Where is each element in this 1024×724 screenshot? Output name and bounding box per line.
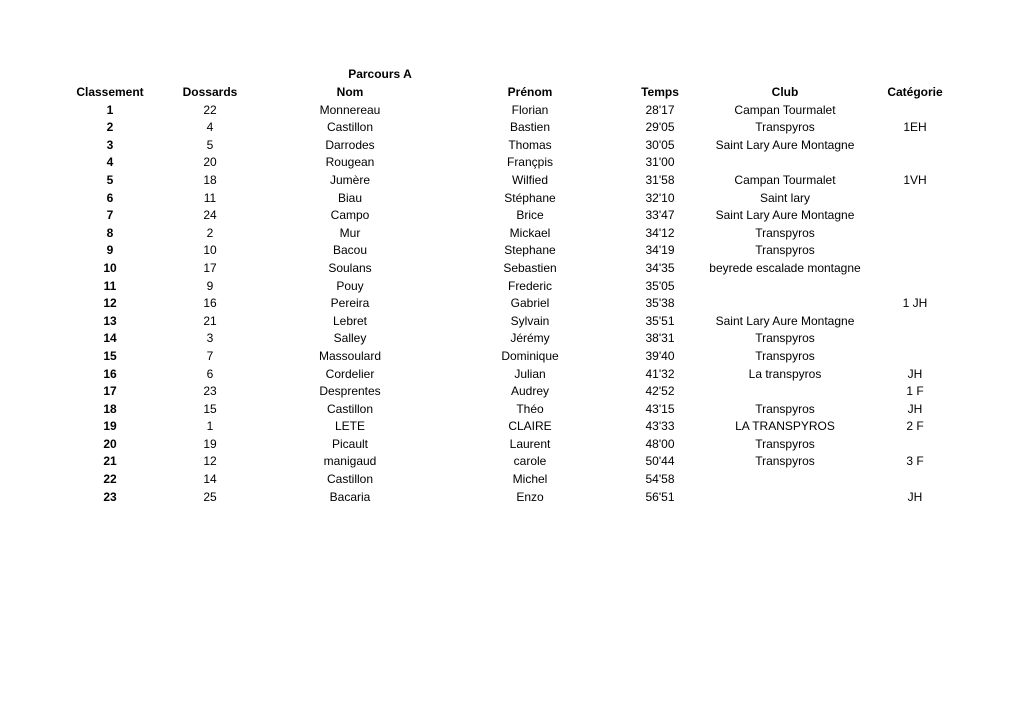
- cell-categorie: JH: [907, 401, 923, 416]
- cell-categorie: JH: [907, 366, 923, 381]
- cell-nom: Castillon: [326, 401, 374, 416]
- results-table: [60, 84, 960, 506]
- cell-nom: LETE: [334, 419, 365, 434]
- cell-prenom: Enzo: [516, 489, 544, 504]
- cell-dossard: 17: [203, 260, 217, 275]
- cell-dossard: 6: [206, 366, 214, 381]
- cell-categorie: [870, 154, 960, 172]
- cell-temps: 28'17: [645, 102, 675, 117]
- cell-classement: 10: [103, 260, 117, 275]
- cell-club: LA TRANSPYROS: [735, 419, 835, 434]
- cell-classement: 11: [103, 278, 117, 293]
- cell-categorie: 3 F: [906, 454, 924, 469]
- cell-club: Saint Lary Aure Montagne: [715, 313, 855, 328]
- cell-temps: 39'40: [645, 348, 675, 363]
- cell-dossard: 10: [203, 243, 217, 258]
- cell-dossard: 19: [203, 436, 217, 451]
- cell-nom: Pereira: [330, 296, 370, 311]
- cell-dossard: 14: [203, 472, 217, 487]
- cell-categorie: 1 JH: [902, 296, 928, 311]
- cell-temps: 54'58: [645, 472, 675, 487]
- cell-prenom: Julian: [514, 366, 546, 381]
- cell-temps: 34'12: [645, 225, 675, 240]
- cell-club: Transpyros: [755, 401, 815, 416]
- cell-classement: 23: [103, 489, 117, 504]
- cell-club: Transpyros: [755, 436, 815, 451]
- table-row: [60, 102, 960, 120]
- header-club: Club: [771, 85, 799, 99]
- cell-categorie: 1VH: [903, 172, 927, 187]
- header-classement: Classement: [76, 85, 144, 99]
- cell-temps: 43'33: [645, 419, 675, 434]
- table-row: [60, 137, 960, 155]
- cell-classement: 4: [106, 155, 114, 170]
- cell-classement: 21: [103, 454, 117, 469]
- table-row: [60, 278, 960, 296]
- table-row: [60, 242, 960, 260]
- cell-temps: 35'51: [645, 313, 675, 328]
- cell-prenom: Gabriel: [510, 296, 550, 311]
- cell-nom: Castillon: [326, 120, 374, 135]
- cell-nom: Campo: [330, 208, 370, 223]
- cell-nom: Soulans: [328, 260, 372, 275]
- header-nom: Nom: [336, 85, 364, 99]
- cell-club: Campan Tourmalet: [734, 102, 836, 117]
- cell-categorie: [870, 225, 960, 243]
- cell-nom: Mur: [339, 225, 361, 240]
- cell-classement: 15: [103, 348, 117, 363]
- cell-temps: 43'15: [645, 401, 675, 416]
- table-row: [60, 154, 960, 172]
- table-row: [60, 436, 960, 454]
- cell-dossard: 20: [203, 155, 217, 170]
- cell-dossard: 11: [203, 190, 217, 205]
- cell-prenom: Dominique: [501, 348, 559, 363]
- cell-club: Saint Lary Aure Montagne: [715, 208, 855, 223]
- cell-temps: 56'51: [645, 489, 675, 504]
- table-row: [60, 295, 960, 313]
- cell-categorie: [870, 436, 960, 454]
- cell-prenom: Sebastien: [503, 260, 557, 275]
- header-dossards: Dossards: [182, 85, 238, 99]
- cell-prenom: Françpis: [506, 155, 553, 170]
- cell-classement: 18: [103, 401, 117, 416]
- cell-prenom: Jérémy: [510, 331, 550, 346]
- cell-prenom: Frederic: [507, 278, 552, 293]
- table-row: [60, 172, 960, 190]
- cell-classement: 22: [103, 472, 117, 487]
- cell-classement: 13: [103, 313, 117, 328]
- cell-club: La transpyros: [748, 366, 822, 381]
- cell-dossard: 15: [203, 401, 217, 416]
- cell-nom: Salley: [333, 331, 367, 346]
- cell-dossard: 12: [203, 454, 217, 469]
- table-row: [60, 260, 960, 278]
- cell-classement: 20: [103, 436, 117, 451]
- header-categorie: Catégorie: [887, 85, 943, 99]
- cell-club: [700, 278, 870, 296]
- cell-classement: 3: [106, 137, 114, 152]
- cell-categorie: [870, 137, 960, 155]
- table-row: [60, 383, 960, 401]
- cell-club: [700, 489, 870, 507]
- table-row: [60, 418, 960, 436]
- cell-temps: 42'52: [645, 384, 675, 399]
- cell-club: [700, 154, 870, 172]
- cell-nom: Picault: [331, 436, 369, 451]
- cell-nom: Desprentes: [319, 384, 381, 399]
- cell-nom: Castillon: [326, 472, 374, 487]
- cell-classement: 2: [106, 120, 114, 135]
- cell-dossard: 2: [206, 225, 214, 240]
- cell-prenom: Bastien: [509, 120, 551, 135]
- cell-club: Saint lary: [759, 190, 811, 205]
- sheet-title: Parcours A: [348, 67, 412, 81]
- cell-temps: 34'19: [645, 243, 675, 258]
- cell-categorie: JH: [907, 489, 923, 504]
- table-row: [60, 401, 960, 419]
- cell-categorie: [870, 102, 960, 120]
- cell-club: Transpyros: [755, 225, 815, 240]
- cell-categorie: [870, 313, 960, 331]
- table-row: [60, 348, 960, 366]
- cell-classement: 1: [106, 102, 114, 117]
- header-row: [60, 84, 960, 102]
- header-temps: Temps: [641, 85, 679, 99]
- cell-nom: manigaud: [323, 454, 377, 469]
- cell-nom: Jumère: [329, 172, 370, 187]
- cell-temps: 41'32: [645, 366, 675, 381]
- cell-dossard: 18: [203, 172, 217, 187]
- cell-temps: 34'35: [645, 260, 675, 275]
- cell-nom: Rougean: [325, 155, 375, 170]
- cell-dossard: 16: [203, 296, 217, 311]
- cell-dossard: 22: [203, 102, 217, 117]
- cell-prenom: Laurent: [509, 436, 551, 451]
- cell-prenom: Florian: [511, 102, 549, 117]
- table-row: [60, 330, 960, 348]
- cell-categorie: 1 F: [906, 384, 924, 399]
- cell-dossard: 9: [206, 278, 214, 293]
- cell-temps: 48'00: [645, 436, 675, 451]
- header-prenom: Prénom: [507, 85, 553, 99]
- cell-dossard: 4: [206, 120, 214, 135]
- cell-nom: Bacou: [332, 243, 368, 258]
- cell-categorie: [870, 260, 960, 278]
- cell-prenom: Wilfied: [511, 172, 548, 187]
- cell-dossard: 7: [206, 348, 214, 363]
- cell-classement: 14: [103, 331, 117, 346]
- cell-prenom: Stephane: [504, 243, 556, 258]
- cell-club: Campan Tourmalet: [734, 172, 836, 187]
- cell-club: beyrede escalade montagne: [709, 260, 861, 275]
- cell-temps: 33'47: [645, 208, 675, 223]
- cell-nom: Biau: [337, 190, 363, 205]
- table-row: [60, 119, 960, 137]
- cell-classement: 17: [103, 384, 117, 399]
- cell-classement: 19: [103, 419, 117, 434]
- cell-club: Transpyros: [755, 348, 815, 363]
- cell-prenom: Thomas: [508, 137, 552, 152]
- cell-prenom: CLAIRE: [508, 419, 552, 434]
- cell-club: [700, 295, 870, 313]
- cell-temps: 32'10: [645, 190, 675, 205]
- table-row: [60, 190, 960, 208]
- cell-classement: 7: [106, 208, 114, 223]
- cell-nom: Cordelier: [325, 366, 375, 381]
- cell-dossard: 25: [203, 489, 217, 504]
- table-row: [60, 489, 960, 507]
- cell-classement: 6: [106, 190, 114, 205]
- table-row: [60, 471, 960, 489]
- cell-nom: Massoulard: [318, 348, 382, 363]
- table-row: [60, 453, 960, 471]
- cell-club: Saint Lary Aure Montagne: [715, 137, 855, 152]
- table-row: [60, 207, 960, 225]
- results-body: [60, 102, 960, 507]
- cell-temps: 29'05: [645, 120, 675, 135]
- cell-temps: 31'00: [645, 155, 675, 170]
- cell-categorie: [870, 330, 960, 348]
- cell-dossard: 5: [206, 137, 214, 152]
- cell-nom: Pouy: [336, 278, 364, 293]
- cell-dossard: 3: [206, 331, 214, 346]
- cell-nom: Lebret: [332, 313, 368, 328]
- cell-categorie: [870, 242, 960, 260]
- cell-categorie: [870, 471, 960, 489]
- cell-temps: 38'31: [645, 331, 675, 346]
- cell-prenom: carole: [513, 454, 547, 469]
- cell-prenom: Théo: [516, 401, 544, 416]
- cell-categorie: [870, 278, 960, 296]
- cell-dossard: 23: [203, 384, 217, 399]
- cell-temps: 31'58: [645, 172, 675, 187]
- cell-classement: 16: [103, 366, 117, 381]
- cell-club: [700, 471, 870, 489]
- cell-temps: 50'44: [645, 454, 675, 469]
- table-row: [60, 366, 960, 384]
- cell-prenom: Audrey: [510, 384, 550, 399]
- cell-classement: 8: [106, 225, 114, 240]
- table-row: [60, 313, 960, 331]
- cell-nom: Monnereau: [319, 102, 381, 117]
- cell-temps: 35'38: [645, 296, 675, 311]
- cell-prenom: Mickael: [509, 225, 551, 240]
- cell-categorie: [870, 348, 960, 366]
- cell-nom: Darrodes: [325, 137, 375, 152]
- cell-categorie: 1EH: [903, 120, 927, 135]
- cell-categorie: 2 F: [906, 419, 924, 434]
- cell-club: [700, 383, 870, 401]
- cell-club: Transpyros: [755, 454, 815, 469]
- cell-temps: 30'05: [645, 137, 675, 152]
- cell-categorie: [870, 207, 960, 225]
- cell-prenom: Michel: [512, 472, 548, 487]
- cell-club: Transpyros: [755, 243, 815, 258]
- table-row: [60, 225, 960, 243]
- cell-dossard: 21: [203, 313, 217, 328]
- cell-prenom: Sylvain: [510, 313, 550, 328]
- cell-categorie: [870, 190, 960, 208]
- cell-classement: 5: [106, 172, 114, 187]
- cell-dossard: 1: [206, 419, 214, 434]
- cell-prenom: Stéphane: [504, 190, 556, 205]
- cell-prenom: Brice: [516, 208, 544, 223]
- cell-classement: 12: [103, 296, 117, 311]
- cell-club: Transpyros: [755, 120, 815, 135]
- cell-temps: 35'05: [645, 278, 675, 293]
- cell-club: Transpyros: [755, 331, 815, 346]
- cell-nom: Bacaria: [329, 489, 371, 504]
- cell-dossard: 24: [203, 208, 217, 223]
- cell-classement: 9: [106, 243, 114, 258]
